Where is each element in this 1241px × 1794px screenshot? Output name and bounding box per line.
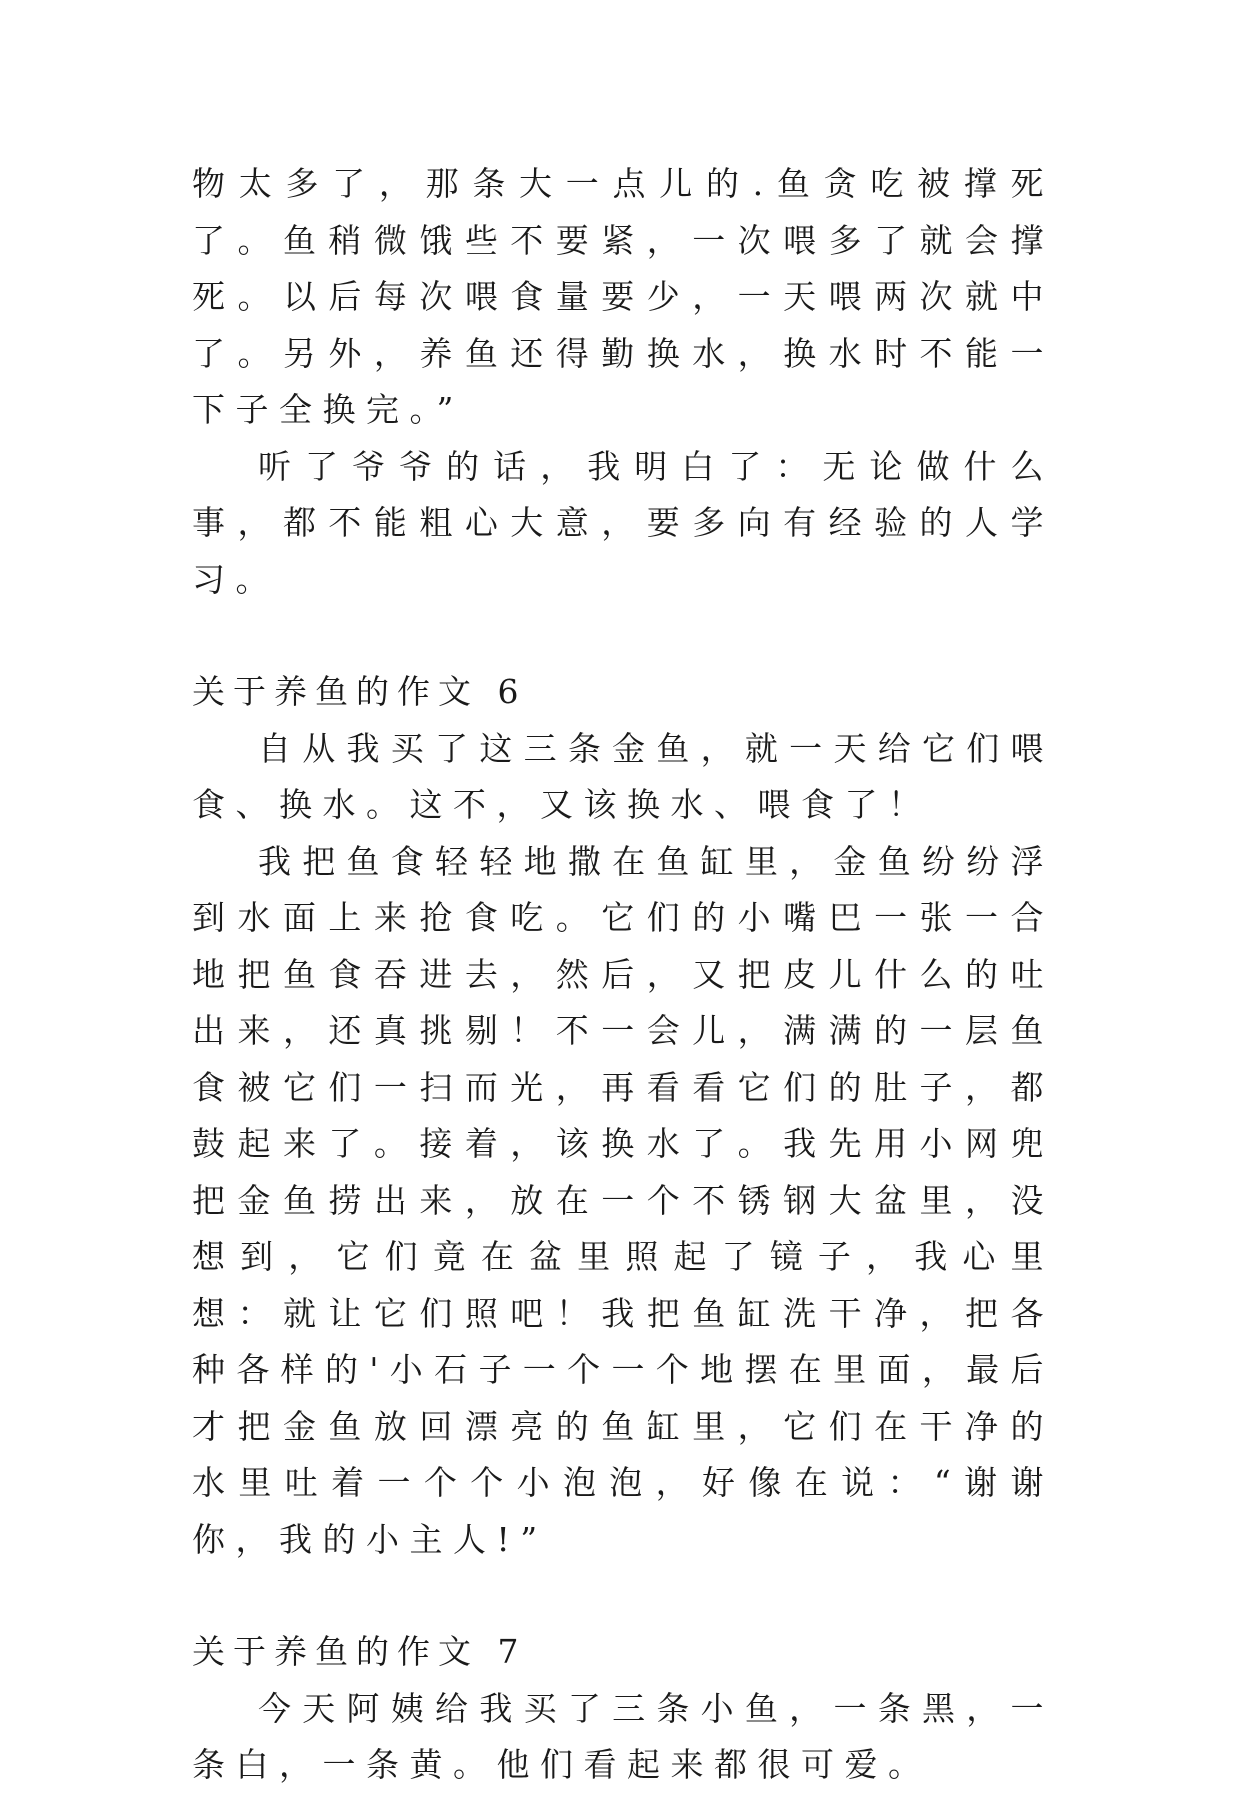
paragraph-2: 听了爷爷的话，我明白了：无论做什么事，都不能粗心大意，要多向有经验的人学习。 bbox=[192, 446, 1054, 599]
section-gap bbox=[192, 1568, 1054, 1624]
section-gap bbox=[192, 608, 1054, 664]
section-heading-7: 关于养鱼的作文 7 bbox=[192, 1632, 527, 1671]
paragraph-4: 我把鱼食轻轻地撒在鱼缸里，金鱼纷纷浮到水面上来抢食吃。它们的小嘴巴一张一合地把鱼食吞进去，然后，又把皮儿什么的吐出来，还真挑剔！不一会儿，满满的一层鱼食被它们一扫而光，再看看它们的肚子，都鼓起来了。接着，该换水了。我先用小网兜把金鱼捞出来，放在一个不锈钢大盆里，没想到，它们竟在盆里照起了镜子，我心里想：就让它们照吧！我把鱼缸洗干净，把各种各样的'小石子一个一个地摆在里面，最后才把金鱼放回漂亮的鱼缸里，它们在干净的水里吐着一个个小泡泡，好像在说：“谢谢你，我的小主人!” bbox=[192, 841, 1054, 1559]
paragraph-1: 物太多了，那条大一点儿的.鱼贪吃被撑死了。鱼稍微饿些不要紧，一次喂多了就会撑死。以后每次喂食量要少，一天喂两次就中了。另外，养鱼还得勤换水，换水时不能一下子全换完。” bbox=[192, 164, 1054, 429]
paragraph-3: 自从我买了这三条金鱼，就一天给它们喂食、换水。这不，又该换水、喂食了！ bbox=[192, 728, 1054, 824]
document-page bbox=[192, 156, 1054, 1794]
paragraph-5: 今天阿姨给我买了三条小鱼，一条黑，一条白，一条黄。他们看起来都很可爱。 bbox=[192, 1688, 1054, 1784]
section-heading-6: 关于养鱼的作文 6 bbox=[192, 672, 527, 711]
